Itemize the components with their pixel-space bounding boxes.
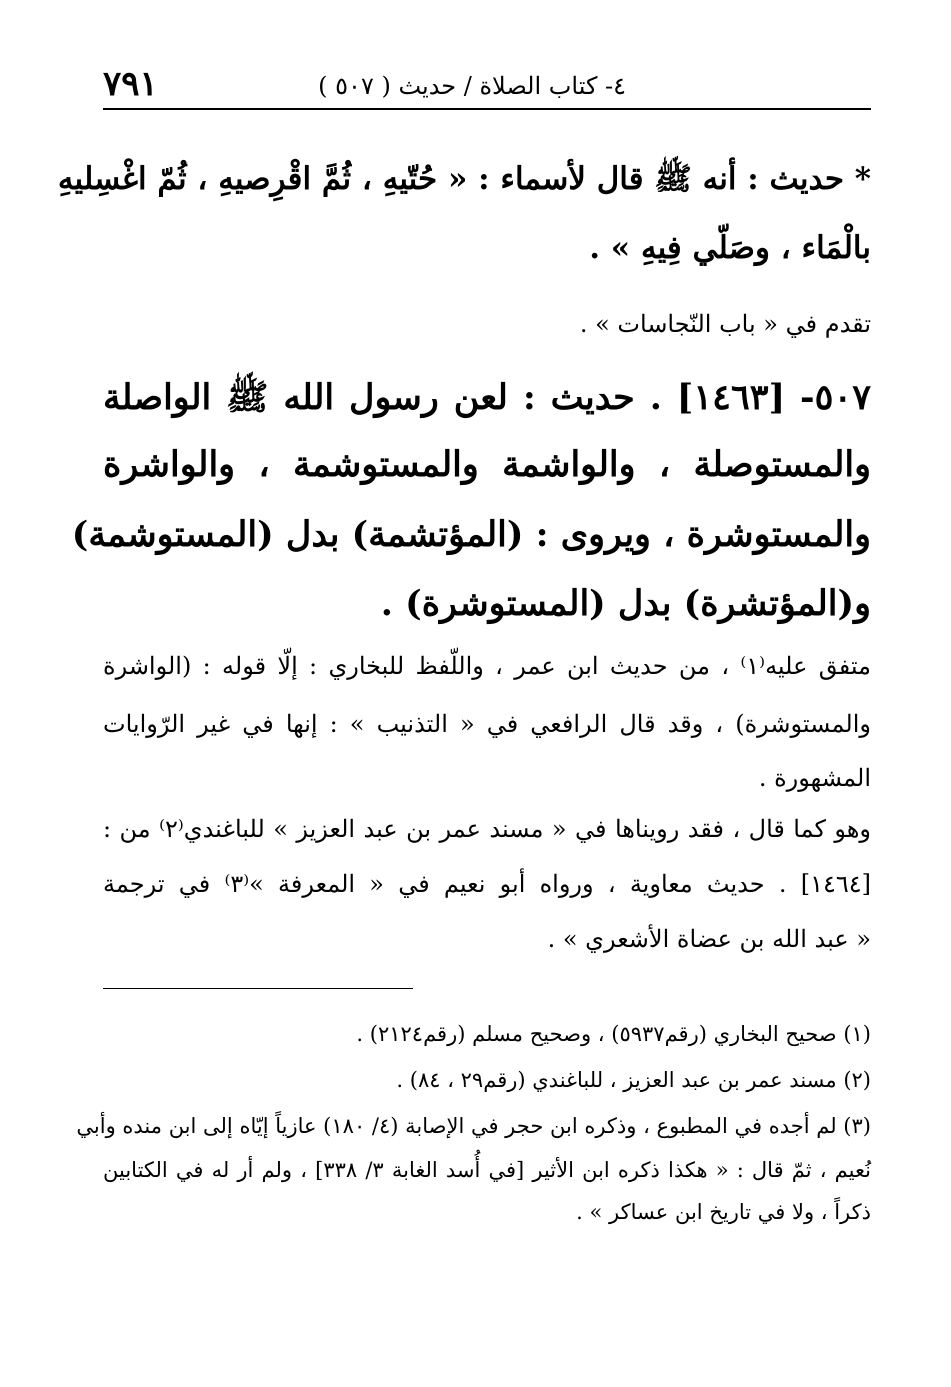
footnote-separator: [103, 988, 413, 989]
header-rule: [103, 108, 871, 110]
commentary-1-line-2: والمستوشرة) ، وقد قال الرافعي في « التذنيب » : إنها في غير الرّوايات: [103, 710, 871, 738]
commentary-2-line-1: وهو كما قال ، فقد رويناها في « مسند عمر بن عبد العزيز » للباغندي⁽٢⁾ من :: [103, 815, 871, 843]
hadith-507-line-1: ٥٠٧- [١٤٦٣] . حديث : لعن رسول الله ﷺ الواصلة: [103, 377, 871, 418]
page-header: [103, 62, 871, 110]
footnote-3-line-3: ذكراً ، ولا في تاريخ ابن عساكر » .: [576, 1200, 871, 1224]
footnote-1: (١) صحيح البخاري (رقم٥٩٣٧) ، وصحيح مسلم (رقم٢١٢٤) .: [356, 1022, 871, 1046]
commentary-2-line-3: « عبد الله بن عضاة الأشعري » .: [547, 925, 871, 953]
commentary-2-line-2: [١٤٦٤] . حديث معاوية ، ورواه أبو نعيم في « المعرفة »⁽٣⁾ في ترجمة: [103, 870, 871, 898]
footnote-2: (٢) مسند عمر بن عبد العزيز ، للباغندي (رقم٢٩ ، ٨٤) .: [396, 1068, 871, 1092]
hadith-507-line-2: والمستوصلة ، والواشمة والمستوشمة ، والواشرة: [103, 444, 871, 485]
reference-note: تقدم في « باب النّجاسات » .: [579, 310, 871, 338]
commentary-1-line-1: متفق عليه⁽١⁾ ، من حديث ابن عمر ، واللّفظ للبخاري : إلّا قوله : (الواشرة: [103, 652, 872, 680]
hadith-507-line-4: و(المؤتشرة) بدل (المستوشرة) .: [380, 583, 871, 624]
hadith-intro-line-2: بالْمَاء ، وصَلّي فِيهِ » .: [589, 230, 871, 266]
commentary-1-line-3: المشهورة .: [758, 764, 871, 792]
hadith-507-line-3: والمستوشرة ، ويروى : (المؤتشمة) بدل (المستوشمة): [71, 514, 871, 555]
page-number: ٧٩١: [103, 64, 158, 104]
footnote-3-line-1: (٣) لم أجده في المطبوع ، وذكره ابن حجر في الإصابة (٤/ ١٨٠) عازياً إيّاه إلى ابن منده وأبي: [76, 1114, 871, 1138]
footnote-3-line-2: نُعيم ، ثمّ قال : « هكذا ذكره ابن الأثير [في أُسد الغابة ٣/ ٣٣٨] ، ولم أر له في الكتابين: [103, 1158, 871, 1182]
hadith-intro-line-1: * حديث : أنه ﷺ قال لأسماء : « حُتّيهِ ، ثُمَّ اقْرِصيهِ ، ثُمّ اغْسِليهِ: [57, 161, 871, 197]
running-title: ٤- كتاب الصلاة / حديث ( ٥٠٧ ): [318, 72, 626, 100]
